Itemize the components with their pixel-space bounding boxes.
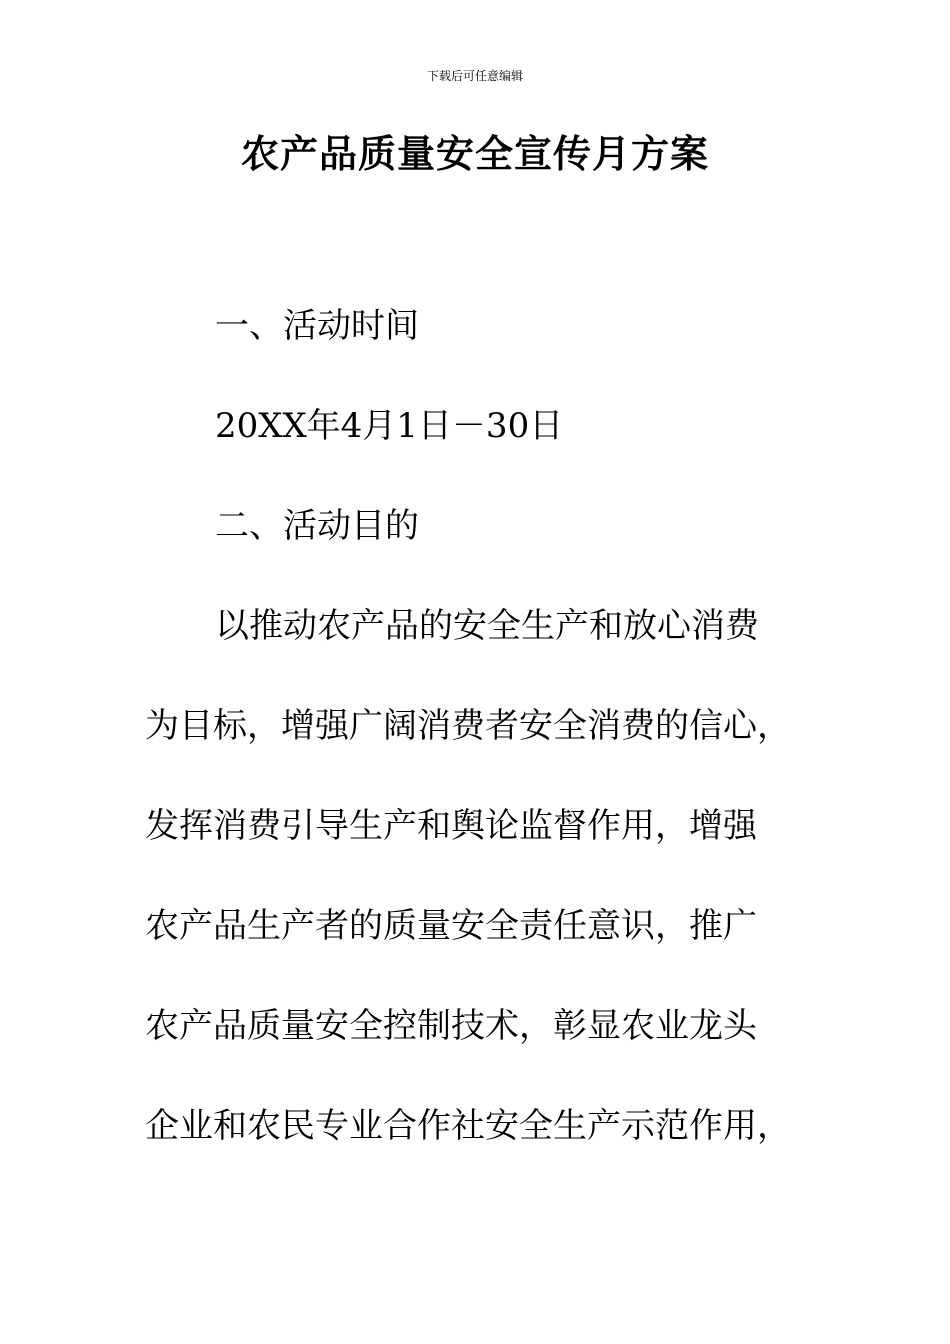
paragraph-line: 农产品生产者的质量安全责任意识，推广 <box>145 906 757 946</box>
paragraph-line: 企业和农民专业合作社安全生产示范作用， <box>145 1106 791 1146</box>
paragraph-line: 农产品质量安全控制技术，彰显农业龙头 <box>145 1006 757 1046</box>
document-title: 农产品质量安全宣传月方案 <box>240 132 709 176</box>
section-heading-activity-time: 一、活动时间 <box>215 306 419 346</box>
activity-date: 20XX年4月1日－30日 <box>215 406 564 446</box>
section-heading-activity-purpose: 二、活动目的 <box>215 506 419 546</box>
header-note: 下载后可任意编辑 <box>426 69 523 83</box>
paragraph-line: 发挥消费引导生产和舆论监督作用，增强 <box>145 806 757 846</box>
paragraph-line: 为目标，增强广阔消费者安全消费的信心， <box>145 706 791 746</box>
paragraph-line: 以推动农产品的安全生产和放心消费 <box>215 606 759 646</box>
